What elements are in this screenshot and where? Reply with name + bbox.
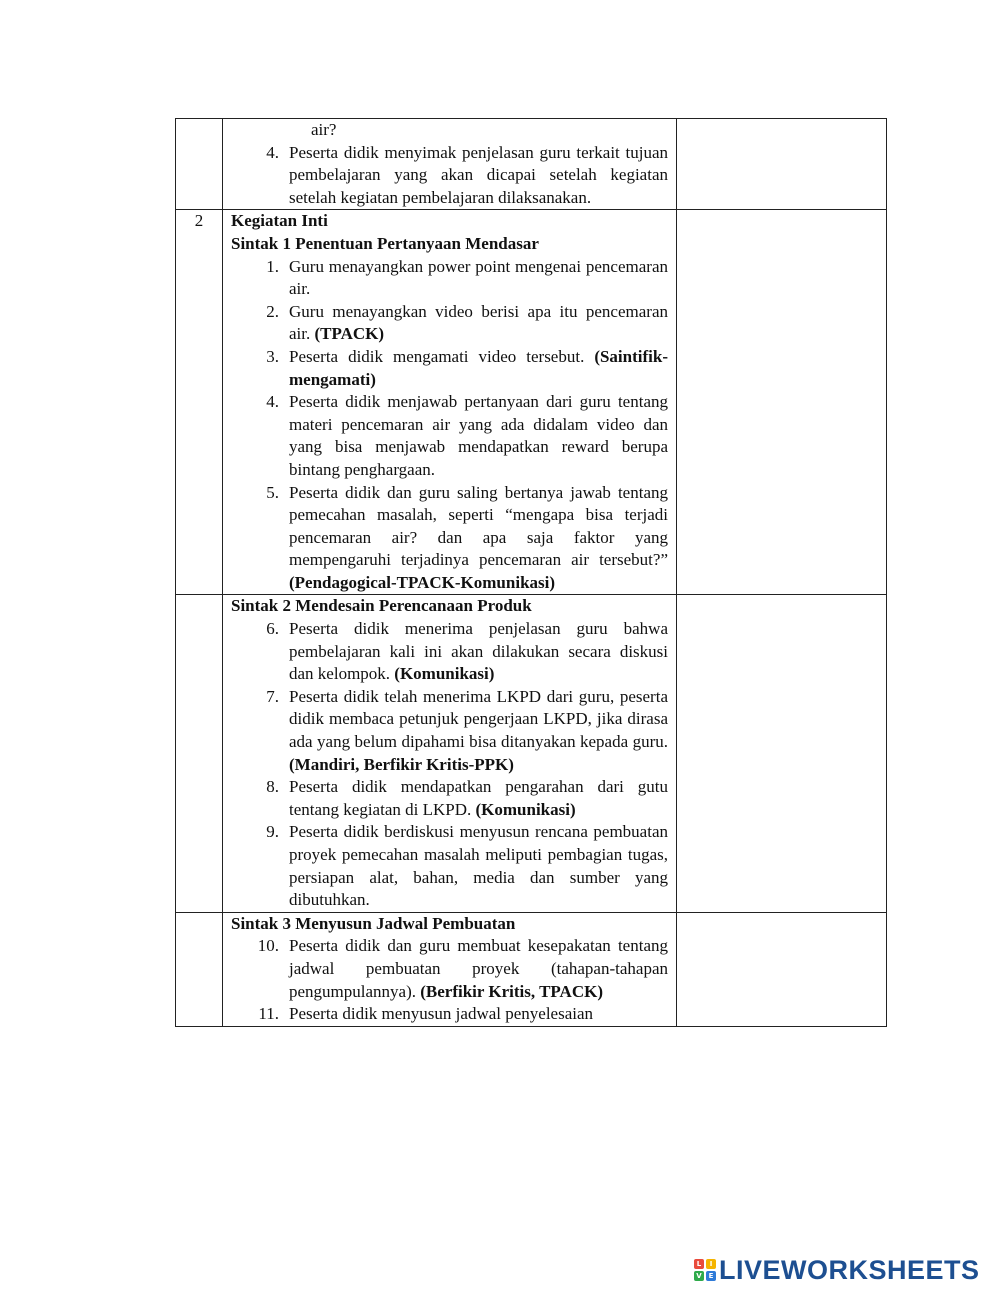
table-row [176, 595, 887, 912]
activity-cell [223, 210, 677, 595]
item-number: 9. [266, 822, 279, 842]
notes-cell [677, 912, 887, 1026]
item-text: Peserta didik dan guru membuat kesepakatan tentang jadwal pembuatan proyek (tahapan-tahapan pengumpulannya). [289, 936, 668, 1001]
list-item [231, 482, 668, 595]
item-text: Peserta didik berdiskusi menyusun rencana pembuatan proyek pemecahan masalah meliputi pembagian tugas, persiapan alat, bahan, media dan sumber yang dibutuhkan. [289, 822, 668, 910]
list-item [231, 1003, 668, 1026]
row-number-cell [176, 119, 223, 210]
item-number: 4. [266, 392, 279, 412]
item-number: 11. [258, 1004, 279, 1024]
item-number: 4. [266, 142, 279, 162]
list-item [231, 776, 668, 821]
activity-cell [223, 119, 677, 210]
item-number: 5. [266, 482, 279, 502]
logo-letter-l: L [694, 1259, 704, 1269]
item-text: Peserta didik mendapatkan pengarahan dari gutu tentang kegiatan di LKPD. [289, 777, 668, 819]
sintak-title: Sintak 3 Menyusun Jadwal Pembuatan [231, 913, 516, 933]
logo-letter-i: I [706, 1259, 716, 1269]
item-number: 1. [266, 256, 279, 276]
list-item [231, 142, 668, 210]
table-row [176, 210, 887, 595]
item-text: Peserta didik menjawab pertanyaan dari guru tentang materi pencemaran air yang ada didalam video dan yang bisa menjawab mendapatkan reward berupa bintang penghargaan. [289, 392, 668, 479]
list-item [231, 256, 668, 301]
item-number: 6. [266, 619, 279, 639]
item-text: Peserta didik mengamati video tersebut. [289, 346, 585, 366]
notes-cell [677, 595, 887, 912]
lesson-activity-table [175, 118, 887, 1027]
item-tag: (Berfikir Kritis, TPACK) [420, 981, 603, 1001]
item-tag: (TPACK) [314, 324, 385, 344]
item-text: Peserta didik menerima penjelasan guru bahwa pembelajaran kali ini akan dilakukan secara diskusi dan kelompok. [289, 619, 668, 684]
item-tag: (Pendagogical-TPACK-Komunikasi) [289, 572, 556, 592]
item-number: 10. [257, 936, 279, 956]
list-item [231, 935, 668, 1003]
activity-cell [223, 912, 677, 1026]
row-number-cell [176, 912, 223, 1026]
item-number: 2. [266, 301, 279, 321]
table-row [176, 119, 887, 210]
notes-cell [677, 210, 887, 595]
row-number-cell: 2 [176, 210, 223, 595]
row-number-cell [176, 595, 223, 912]
sintak-title: Sintak 1 Penentuan Pertanyaan Mendasar [231, 233, 539, 253]
item-text: Guru menayangkan power point mengenai pencemaran air. [289, 256, 668, 299]
item-text: Peserta didik menyimak penjelasan guru terkait tujuan pembelajaran yang akan dicapai setelah kegiatan setelah kegiatan pembelajaran dilaksanakan. [289, 142, 668, 207]
list-item [231, 618, 668, 686]
item-number: 8. [266, 777, 279, 797]
list-item [231, 686, 668, 776]
notes-cell [677, 119, 887, 210]
item-number: 3. [266, 346, 279, 366]
item-text: Guru menayangkan video berisi apa itu pencemaran air. [289, 301, 668, 344]
activity-cell [223, 595, 677, 912]
sintak-title: Sintak 2 Mendesain Perencanaan Produk [231, 596, 532, 616]
table-row [176, 912, 887, 1026]
section-title: Kegiatan Inti [231, 211, 328, 231]
list-item [231, 301, 668, 346]
logo-text: LIVEWORKSHEETS [719, 1254, 980, 1285]
logo-letter-e: E [706, 1271, 716, 1281]
logo-grid-icon [694, 1259, 716, 1281]
item-number: 7. [266, 686, 279, 706]
item-tag: (Komunikasi) [475, 799, 576, 819]
list-item [231, 346, 668, 391]
item-text: Peserta didik menyusun jadwal penyelesaian [289, 1004, 594, 1024]
item-tag: (Saintifik-mengamati) [289, 346, 668, 389]
item-tag: (Mandiri, Berfikir Kritis-PPK) [289, 754, 514, 774]
logo-letter-v: V [694, 1271, 704, 1281]
liveworksheets-logo [694, 1256, 980, 1284]
item-text: Peserta didik telah menerima LKPD dari guru, peserta didik membaca petunjuk pengerjaan LKPD, jika dirasa ada yang belum dipahami bisa ditanyakan kepada guru. [289, 686, 668, 752]
item-tag: (Komunikasi) [394, 664, 495, 684]
list-item [231, 391, 668, 481]
item-text: Peserta didik dan guru saling bertanya jawab tentang pemecahan masalah, seperti “mengapa bisa terjadi pencemaran air? dan apa saja faktor yang mempengaruhi terjadinya pencemaran air tersebut?” [289, 482, 668, 570]
continuation-text: air? [311, 120, 337, 139]
list-item [231, 821, 668, 911]
